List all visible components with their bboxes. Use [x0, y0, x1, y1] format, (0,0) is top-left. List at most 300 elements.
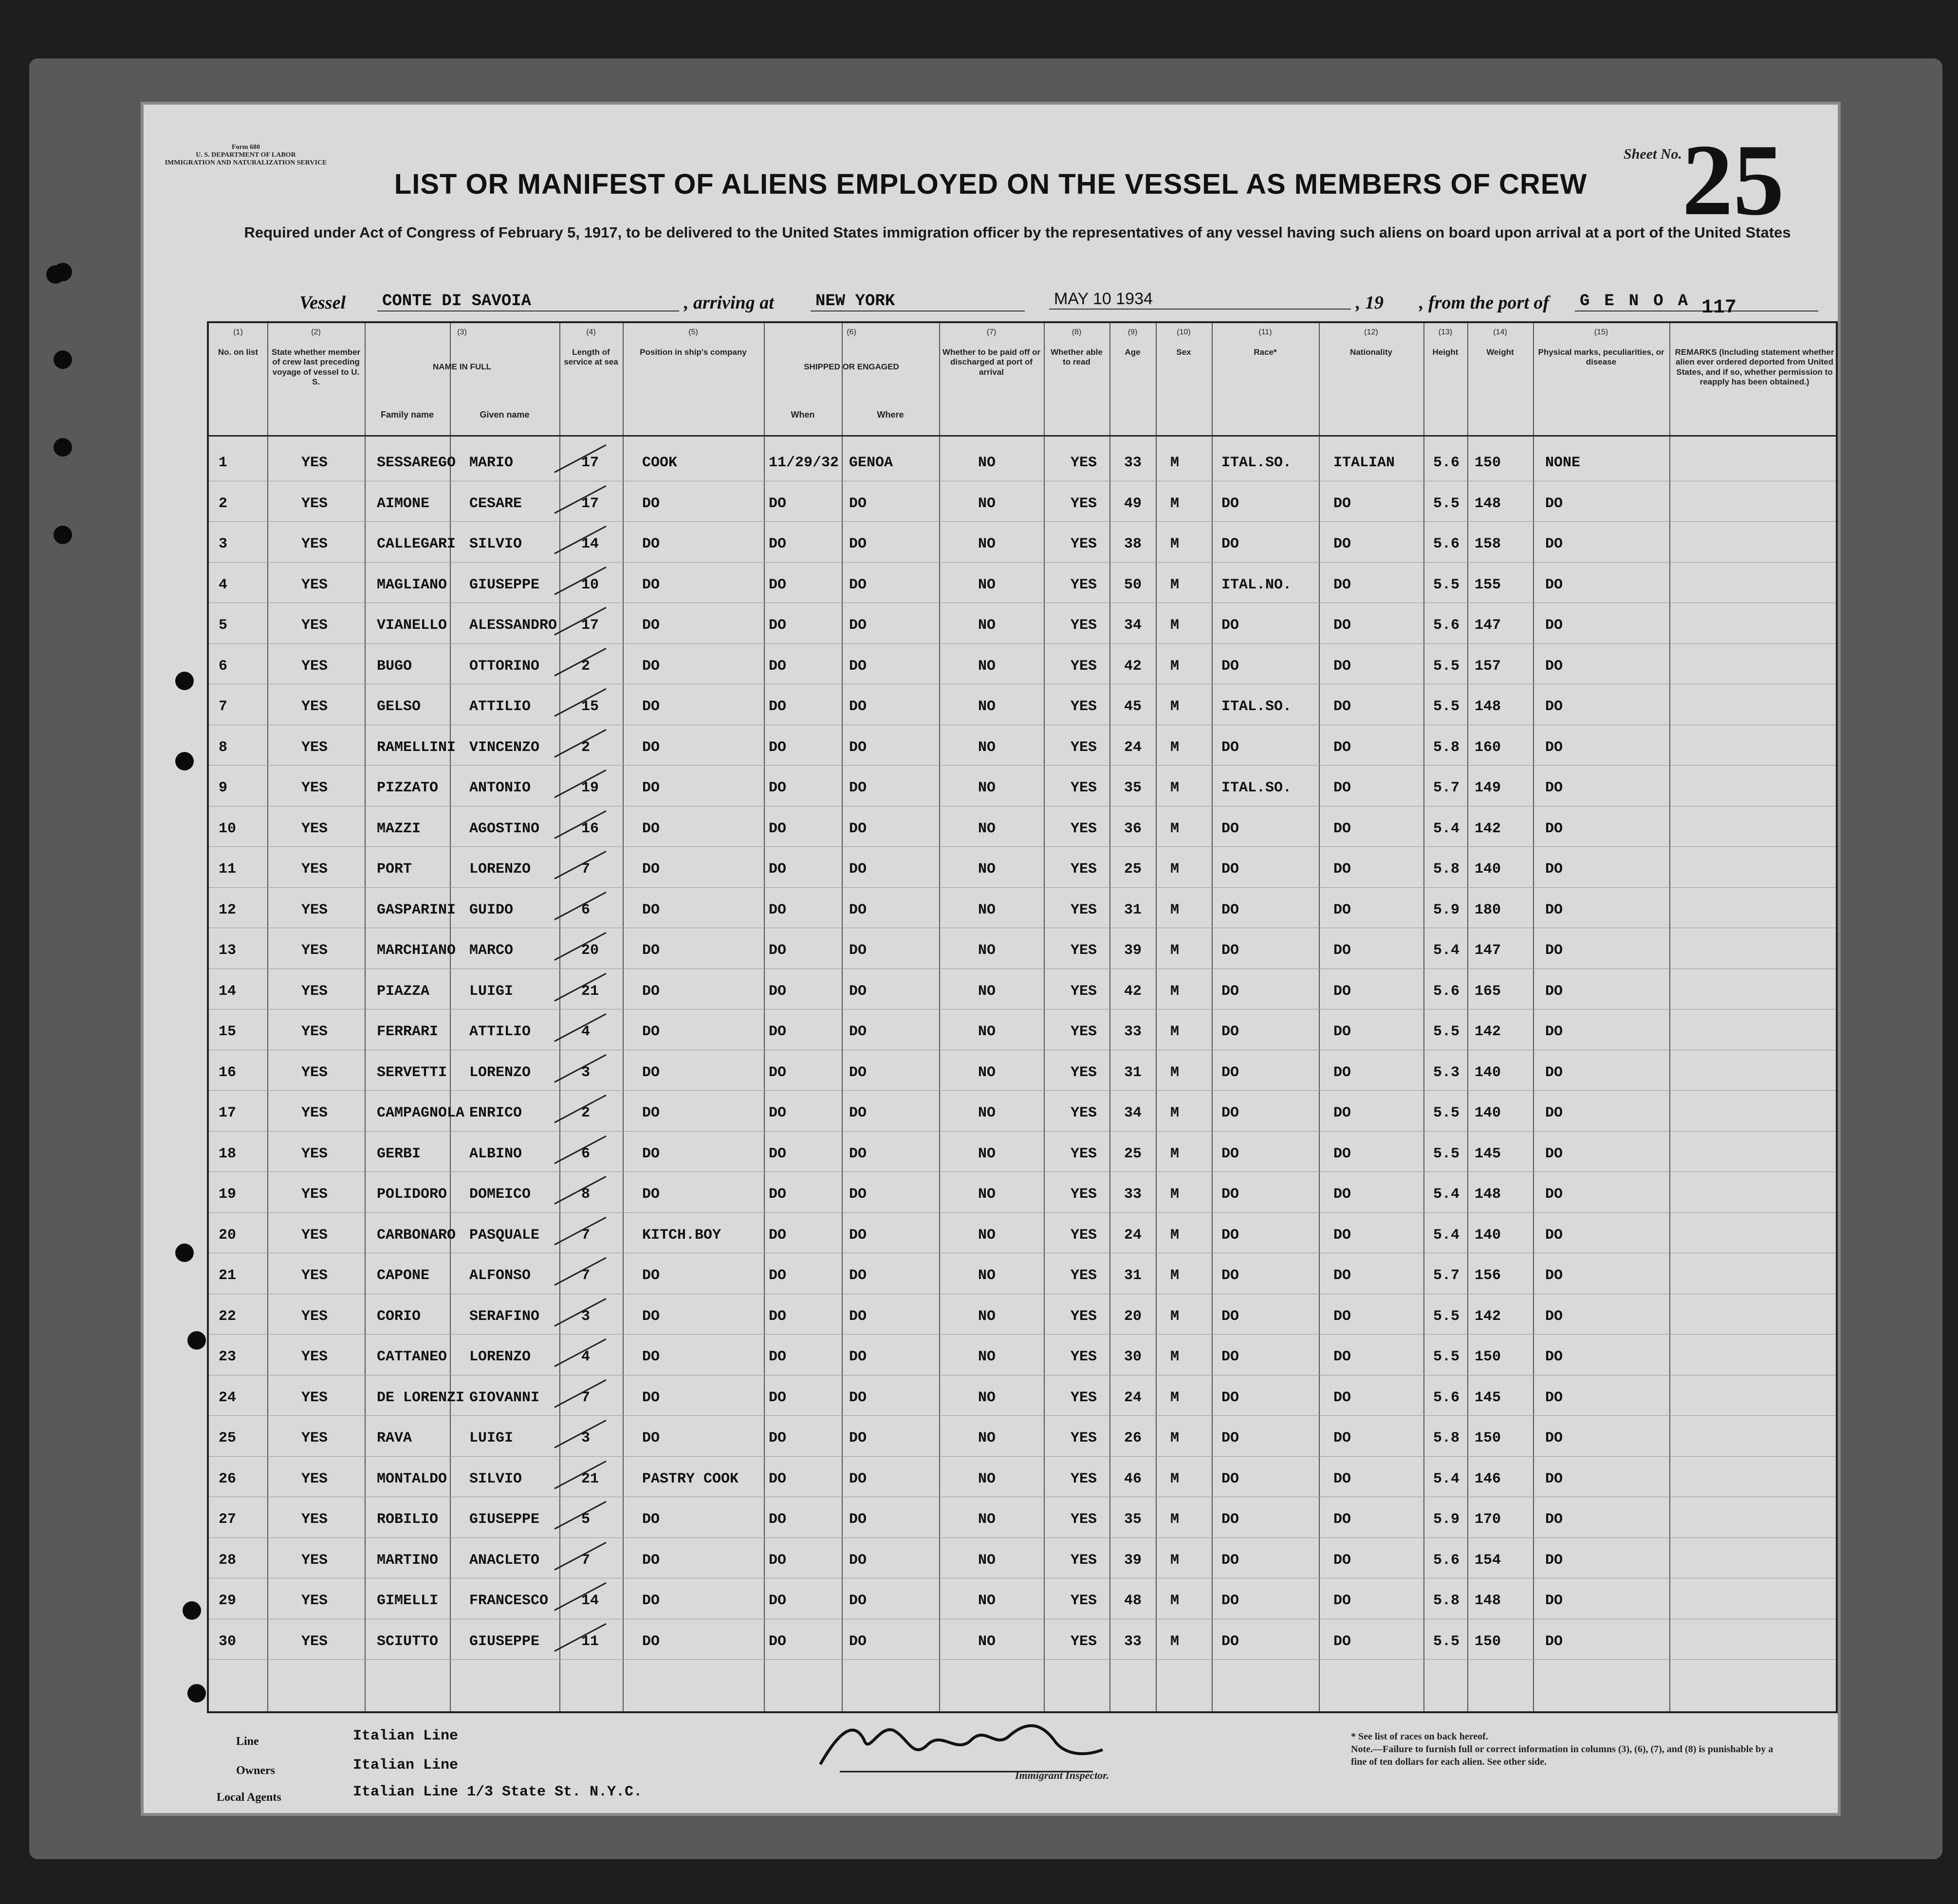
- column-header: Sex: [1176, 348, 1191, 357]
- able-to-read-cell: YES: [1071, 1349, 1097, 1365]
- family-name-cell: MARTINO: [377, 1552, 439, 1569]
- weight-cell: 150: [1475, 1430, 1501, 1446]
- column-divider: [1467, 323, 1468, 1711]
- weight-cell: 156: [1475, 1267, 1501, 1284]
- position-cell: DO: [642, 1145, 660, 1162]
- paid-off-cell: NO: [978, 1105, 996, 1121]
- service-length-cell: 2: [581, 658, 591, 675]
- position-cell: DO: [642, 1024, 660, 1040]
- service-length-cell: 4: [581, 1024, 591, 1040]
- position-cell: DO: [642, 1064, 660, 1081]
- binder-hole: [54, 438, 72, 457]
- check-mark: [554, 1257, 606, 1286]
- paid-off-cell: NO: [978, 495, 996, 512]
- given-name-cell: DOMEICO: [469, 1186, 531, 1203]
- nationality-cell: DO: [1333, 1552, 1351, 1569]
- weight-cell: 165: [1475, 983, 1501, 1000]
- nationality-cell: DO: [1333, 1430, 1351, 1446]
- sheet-label: Sheet No.: [1624, 146, 1682, 162]
- prior-voyage-cell: YES: [301, 1430, 328, 1446]
- weight-cell: 150: [1475, 1633, 1501, 1650]
- family-name-cell: CORIO: [377, 1308, 421, 1325]
- race-cell: DO: [1221, 1511, 1239, 1528]
- race-cell: DO: [1221, 1064, 1239, 1081]
- race-cell: DO: [1221, 1552, 1239, 1569]
- given-name-cell: ALESSANDRO: [469, 617, 557, 634]
- table-row: [209, 643, 1836, 644]
- row-number: 24: [219, 1389, 237, 1406]
- column-number: (2): [311, 328, 321, 336]
- prior-voyage-cell: YES: [301, 1145, 328, 1162]
- prior-voyage-cell: YES: [301, 576, 328, 593]
- given-name-cell: SILVIO: [469, 1470, 522, 1487]
- row-number: 8: [219, 739, 228, 756]
- shipped-where-cell: DO: [849, 617, 867, 634]
- column-subheader: When: [791, 410, 815, 420]
- nationality-cell: DO: [1333, 617, 1351, 634]
- given-name-cell: AGOSTINO: [469, 820, 540, 837]
- shipped-where-cell: DO: [849, 1145, 867, 1162]
- sex-cell: M: [1170, 820, 1180, 837]
- race-cell: DO: [1221, 658, 1239, 675]
- shipped-where-cell: DO: [849, 1593, 867, 1609]
- given-name-cell: MARCO: [469, 942, 514, 959]
- sex-cell: M: [1170, 1552, 1180, 1569]
- given-name-cell: OTTORINO: [469, 658, 540, 675]
- height-cell: 5.4: [1433, 820, 1460, 837]
- column-divider: [939, 323, 940, 1711]
- weight-cell: 158: [1475, 536, 1501, 552]
- able-to-read-cell: YES: [1071, 1389, 1097, 1406]
- height-cell: 5.5: [1433, 698, 1460, 715]
- column-header: No. on list: [218, 348, 259, 357]
- sex-cell: M: [1170, 1024, 1180, 1040]
- nationality-cell: DO: [1333, 780, 1351, 796]
- weight-cell: 150: [1475, 1349, 1501, 1365]
- position-cell: DO: [642, 1267, 660, 1284]
- age-cell: 46: [1124, 1470, 1142, 1487]
- age-cell: 34: [1124, 617, 1142, 634]
- race-cell: DO: [1221, 820, 1239, 837]
- column-divider: [267, 323, 268, 1711]
- column-header: Whether to be paid off or discharged at port of arrival: [942, 348, 1041, 377]
- paid-off-cell: NO: [978, 901, 996, 918]
- column-header: Physical marks, peculiarities, or disease: [1538, 348, 1664, 367]
- family-name-cell: GASPARINI: [377, 901, 456, 918]
- position-cell: DO: [642, 617, 660, 634]
- given-name-cell: GUIDO: [469, 901, 514, 918]
- sex-cell: M: [1170, 1227, 1180, 1244]
- check-mark: [554, 1541, 606, 1570]
- service-length-cell: 7: [581, 861, 591, 878]
- race-cell: ITAL.NO.: [1221, 576, 1292, 593]
- height-cell: 5.8: [1433, 861, 1460, 878]
- shipped-where-cell: DO: [849, 1308, 867, 1325]
- able-to-read-cell: YES: [1071, 1105, 1097, 1121]
- shipped-when-cell: DO: [769, 942, 787, 959]
- weight-cell: 150: [1475, 455, 1501, 471]
- column-divider: [365, 323, 366, 1711]
- physical-marks-cell: DO: [1545, 1267, 1563, 1284]
- sex-cell: M: [1170, 1267, 1180, 1284]
- age-cell: 42: [1124, 658, 1142, 675]
- race-cell: DO: [1221, 1145, 1239, 1162]
- position-cell: DO: [642, 1430, 660, 1446]
- nationality-cell: DO: [1333, 1186, 1351, 1203]
- physical-marks-cell: DO: [1545, 1593, 1563, 1609]
- weight-cell: 160: [1475, 739, 1501, 756]
- column-divider: [842, 323, 843, 1711]
- check-mark: [554, 1298, 606, 1326]
- shipped-where-cell: DO: [849, 1633, 867, 1650]
- sex-cell: M: [1170, 1511, 1180, 1528]
- physical-marks-cell: DO: [1545, 1349, 1563, 1365]
- able-to-read-cell: YES: [1071, 1227, 1097, 1244]
- age-cell: 33: [1124, 1186, 1142, 1203]
- height-cell: 5.6: [1433, 455, 1460, 471]
- prior-voyage-cell: YES: [301, 1064, 328, 1081]
- service-length-cell: 2: [581, 1105, 591, 1121]
- check-mark: [554, 1216, 606, 1245]
- race-cell: DO: [1221, 983, 1239, 1000]
- age-cell: 42: [1124, 983, 1142, 1000]
- able-to-read-cell: YES: [1071, 698, 1097, 715]
- family-name-cell: MONTALDO: [377, 1470, 447, 1487]
- family-name-cell: ROBILIO: [377, 1511, 439, 1528]
- paid-off-cell: NO: [978, 1186, 996, 1203]
- race-cell: DO: [1221, 1186, 1239, 1203]
- weight-cell: 140: [1475, 861, 1501, 878]
- age-cell: 31: [1124, 901, 1142, 918]
- height-cell: 5.5: [1433, 1308, 1460, 1325]
- age-cell: 35: [1124, 1511, 1142, 1528]
- nationality-cell: DO: [1333, 1024, 1351, 1040]
- sex-cell: M: [1170, 901, 1180, 918]
- prior-voyage-cell: YES: [301, 1511, 328, 1528]
- family-name-cell: AIMONE: [377, 495, 430, 512]
- given-name-cell: ANACLETO: [469, 1552, 540, 1569]
- nationality-cell: DO: [1333, 1105, 1351, 1121]
- shipped-when-cell: DO: [769, 1633, 787, 1650]
- shipped-when-cell: DO: [769, 1430, 787, 1446]
- column-header: State whether member of crew last preceding voyage of vessel to U. S.: [271, 348, 361, 387]
- nationality-cell: DO: [1333, 901, 1351, 918]
- table-row: [209, 562, 1836, 563]
- paid-off-cell: NO: [978, 1511, 996, 1528]
- row-number: 17: [219, 1105, 237, 1121]
- column-header: Race*: [1254, 348, 1277, 357]
- sex-cell: M: [1170, 658, 1180, 675]
- family-name-cell: PIAZZA: [377, 983, 430, 1000]
- position-cell: DO: [642, 1593, 660, 1609]
- race-cell: DO: [1221, 901, 1239, 918]
- nationality-cell: DO: [1333, 1349, 1351, 1365]
- height-cell: 5.4: [1433, 1470, 1460, 1487]
- check-mark: [554, 647, 606, 676]
- check-mark: [554, 1054, 606, 1082]
- weight-cell: 180: [1475, 901, 1501, 918]
- table-row: [209, 521, 1836, 522]
- race-cell: ITAL.SO.: [1221, 698, 1292, 715]
- service-length-cell: 6: [581, 1145, 591, 1162]
- height-cell: 5.9: [1433, 901, 1460, 918]
- column-number: (1): [233, 328, 243, 336]
- prior-voyage-cell: YES: [301, 1186, 328, 1203]
- height-cell: 5.6: [1433, 536, 1460, 552]
- position-cell: DO: [642, 495, 660, 512]
- given-name-cell: GIUSEPPE: [469, 576, 540, 593]
- binder-hole: [187, 1331, 206, 1350]
- height-cell: 5.6: [1433, 617, 1460, 634]
- able-to-read-cell: YES: [1071, 536, 1097, 552]
- given-name-cell: MARIO: [469, 455, 514, 471]
- weight-cell: 170: [1475, 1511, 1501, 1528]
- weight-cell: 147: [1475, 942, 1501, 959]
- shipped-where-cell: DO: [849, 983, 867, 1000]
- arriving-port: NEW YORK: [811, 292, 1025, 311]
- paid-off-cell: NO: [978, 942, 996, 959]
- race-cell: DO: [1221, 1267, 1239, 1284]
- weight-cell: 147: [1475, 617, 1501, 634]
- column-divider: [1044, 323, 1045, 1711]
- table-row: [209, 1334, 1836, 1335]
- shipped-when-cell: DO: [769, 1552, 787, 1569]
- height-cell: 5.7: [1433, 1267, 1460, 1284]
- sex-cell: M: [1170, 780, 1180, 796]
- weight-cell: 145: [1475, 1389, 1501, 1406]
- sex-cell: M: [1170, 576, 1180, 593]
- nationality-cell: DO: [1333, 658, 1351, 675]
- height-cell: 5.8: [1433, 1430, 1460, 1446]
- position-cell: DO: [642, 861, 660, 878]
- physical-marks-cell: DO: [1545, 617, 1563, 634]
- given-name-cell: ATTILIO: [469, 1024, 531, 1040]
- weight-cell: 149: [1475, 780, 1501, 796]
- paid-off-cell: NO: [978, 739, 996, 756]
- able-to-read-cell: YES: [1071, 1552, 1097, 1569]
- age-cell: 30: [1124, 1349, 1142, 1365]
- page-title: LIST OR MANIFEST OF ALIENS EMPLOYED ON THE VESSEL AS MEMBERS OF CREW: [394, 168, 1588, 200]
- service-length-cell: 7: [581, 1227, 591, 1244]
- paid-off-cell: NO: [978, 1227, 996, 1244]
- able-to-read-cell: YES: [1071, 1064, 1097, 1081]
- shipped-where-cell: DO: [849, 942, 867, 959]
- physical-marks-cell: DO: [1545, 1633, 1563, 1650]
- race-cell: DO: [1221, 1633, 1239, 1650]
- age-cell: 24: [1124, 1389, 1142, 1406]
- shipped-where-cell: DO: [849, 1227, 867, 1244]
- age-cell: 49: [1124, 495, 1142, 512]
- position-cell: DO: [642, 780, 660, 796]
- age-cell: 45: [1124, 698, 1142, 715]
- column-number: (3): [457, 328, 467, 336]
- prior-voyage-cell: YES: [301, 1105, 328, 1121]
- weight-cell: 140: [1475, 1227, 1501, 1244]
- column-subheader: Family name: [380, 410, 434, 420]
- paid-off-cell: NO: [978, 576, 996, 593]
- height-cell: 5.5: [1433, 1024, 1460, 1040]
- service-length-cell: 7: [581, 1552, 591, 1569]
- shipped-where-cell: DO: [849, 1024, 867, 1040]
- column-divider: [1669, 323, 1670, 1711]
- form-number: Form 680 U. S. DEPARTMENT OF LABOR IMMIGRATION AND NATURALIZATION SERVICE: [165, 144, 327, 167]
- prior-voyage-cell: YES: [301, 983, 328, 1000]
- nationality-cell: DO: [1333, 1145, 1351, 1162]
- check-mark: [554, 1013, 606, 1042]
- nationality-cell: DO: [1333, 1593, 1351, 1609]
- family-name-cell: CATTANEO: [377, 1349, 447, 1365]
- shipped-when-cell: DO: [769, 1186, 787, 1203]
- service-length-cell: 17: [581, 455, 599, 471]
- race-cell: DO: [1221, 1470, 1239, 1487]
- shipped-when-cell: DO: [769, 820, 787, 837]
- service-length-cell: 7: [581, 1389, 591, 1406]
- age-cell: 33: [1124, 455, 1142, 471]
- check-mark: [554, 1135, 606, 1164]
- nationality-cell: ITALIAN: [1333, 455, 1395, 471]
- prior-voyage-cell: YES: [301, 1308, 328, 1325]
- shipped-when-cell: DO: [769, 1064, 787, 1081]
- column-number: (5): [688, 328, 698, 336]
- physical-marks-cell: DO: [1545, 658, 1563, 675]
- vessel-name: CONTE DI SAVOIA: [377, 292, 679, 311]
- race-cell: DO: [1221, 1430, 1239, 1446]
- prior-voyage-cell: YES: [301, 698, 328, 715]
- prior-voyage-cell: YES: [301, 1024, 328, 1040]
- weight-cell: 142: [1475, 820, 1501, 837]
- row-number: 2: [219, 495, 228, 512]
- vessel-label: Vessel: [299, 293, 346, 313]
- header-rule: [209, 435, 1836, 437]
- column-header: Weight: [1486, 348, 1514, 357]
- check-mark: [554, 1501, 606, 1530]
- table-row: [209, 1659, 1836, 1660]
- agents-value: Italian Line 1/3 State St. N.Y.C.: [353, 1784, 643, 1800]
- able-to-read-cell: YES: [1071, 495, 1097, 512]
- row-number: 13: [219, 942, 237, 959]
- sex-cell: M: [1170, 739, 1180, 756]
- arrival-date: MAY 10 1934: [1049, 290, 1351, 310]
- shipped-when-cell: DO: [769, 495, 787, 512]
- physical-marks-cell: DO: [1545, 1186, 1563, 1203]
- prior-voyage-cell: YES: [301, 658, 328, 675]
- shipped-where-cell: DO: [849, 820, 867, 837]
- nationality-cell: DO: [1333, 820, 1351, 837]
- shipped-where-cell: DO: [849, 536, 867, 552]
- race-cell: DO: [1221, 495, 1239, 512]
- able-to-read-cell: YES: [1071, 1430, 1097, 1446]
- service-length-cell: 3: [581, 1064, 591, 1081]
- check-mark: [554, 1420, 606, 1448]
- shipped-when-cell: DO: [769, 1308, 787, 1325]
- position-cell: DO: [642, 901, 660, 918]
- sex-cell: M: [1170, 1389, 1180, 1406]
- given-name-cell: GIOVANNI: [469, 1389, 540, 1406]
- shipped-when-cell: DO: [769, 1024, 787, 1040]
- paid-off-cell: NO: [978, 861, 996, 878]
- prior-voyage-cell: YES: [301, 455, 328, 471]
- row-number: 18: [219, 1145, 237, 1162]
- nationality-cell: DO: [1333, 861, 1351, 878]
- physical-marks-cell: DO: [1545, 901, 1563, 918]
- column-divider: [1156, 323, 1157, 1711]
- height-cell: 5.6: [1433, 983, 1460, 1000]
- nationality-cell: DO: [1333, 1227, 1351, 1244]
- physical-marks-cell: DO: [1545, 1308, 1563, 1325]
- age-cell: 39: [1124, 942, 1142, 959]
- service-length-cell: 21: [581, 983, 599, 1000]
- year-label: , 19: [1356, 293, 1384, 313]
- arriving-label: , arriving at: [684, 293, 774, 313]
- shipped-where-cell: DO: [849, 1470, 867, 1487]
- shipped-when-cell: DO: [769, 658, 787, 675]
- paid-off-cell: NO: [978, 1064, 996, 1081]
- age-cell: 26: [1124, 1430, 1142, 1446]
- physical-marks-cell: DO: [1545, 739, 1563, 756]
- given-name-cell: SERAFINO: [469, 1308, 540, 1325]
- shipped-when-cell: DO: [769, 536, 787, 552]
- prior-voyage-cell: YES: [301, 1470, 328, 1487]
- position-cell: DO: [642, 1308, 660, 1325]
- prior-voyage-cell: YES: [301, 739, 328, 756]
- weight-cell: 146: [1475, 1470, 1501, 1487]
- weight-cell: 148: [1475, 495, 1501, 512]
- able-to-read-cell: YES: [1071, 617, 1097, 634]
- sex-cell: M: [1170, 1430, 1180, 1446]
- family-name-cell: PORT: [377, 861, 412, 878]
- table-row: [209, 1090, 1836, 1091]
- paid-off-cell: NO: [978, 1308, 996, 1325]
- check-mark: [554, 1338, 606, 1367]
- height-cell: 5.9: [1433, 1511, 1460, 1528]
- physical-marks-cell: DO: [1545, 495, 1563, 512]
- position-cell: COOK: [642, 455, 678, 471]
- column-divider: [1533, 323, 1534, 1711]
- prior-voyage-cell: YES: [301, 617, 328, 634]
- service-length-cell: 17: [581, 617, 599, 634]
- paid-off-cell: NO: [978, 983, 996, 1000]
- row-number: 12: [219, 901, 237, 918]
- able-to-read-cell: YES: [1071, 942, 1097, 959]
- shipped-when-cell: DO: [769, 1267, 787, 1284]
- given-name-cell: ALBINO: [469, 1145, 522, 1162]
- shipped-when-cell: DO: [769, 901, 787, 918]
- row-number: 22: [219, 1308, 237, 1325]
- age-cell: 31: [1124, 1064, 1142, 1081]
- shipped-when-cell: DO: [769, 1470, 787, 1487]
- service-length-cell: 16: [581, 820, 599, 837]
- shipped-where-cell: DO: [849, 1267, 867, 1284]
- sex-cell: M: [1170, 1593, 1180, 1609]
- binder-hole: [187, 1684, 206, 1703]
- shipped-when-cell: DO: [769, 1227, 787, 1244]
- race-cell: DO: [1221, 536, 1239, 552]
- height-cell: 5.6: [1433, 1389, 1460, 1406]
- shipped-where-cell: DO: [849, 901, 867, 918]
- footer-note: * See list of races on back hereof. Note.—Failure to furnish full or correct information in columns (3), (6), (7), and (8) is punishable by a fine of ten dollars for each alien. See other side.: [1351, 1731, 1773, 1767]
- column-number: (15): [1594, 328, 1608, 336]
- service-length-cell: 2: [581, 739, 591, 756]
- check-mark: [554, 1176, 606, 1205]
- shipped-when-cell: 11/29/32: [769, 455, 839, 471]
- given-name-cell: LUIGI: [469, 983, 514, 1000]
- column-header: SHIPPED OR ENGAGED: [804, 362, 899, 371]
- sex-cell: M: [1170, 1105, 1180, 1121]
- age-cell: 33: [1124, 1024, 1142, 1040]
- nationality-cell: DO: [1333, 1511, 1351, 1528]
- column-divider: [1109, 323, 1110, 1711]
- service-length-cell: 15: [581, 698, 599, 715]
